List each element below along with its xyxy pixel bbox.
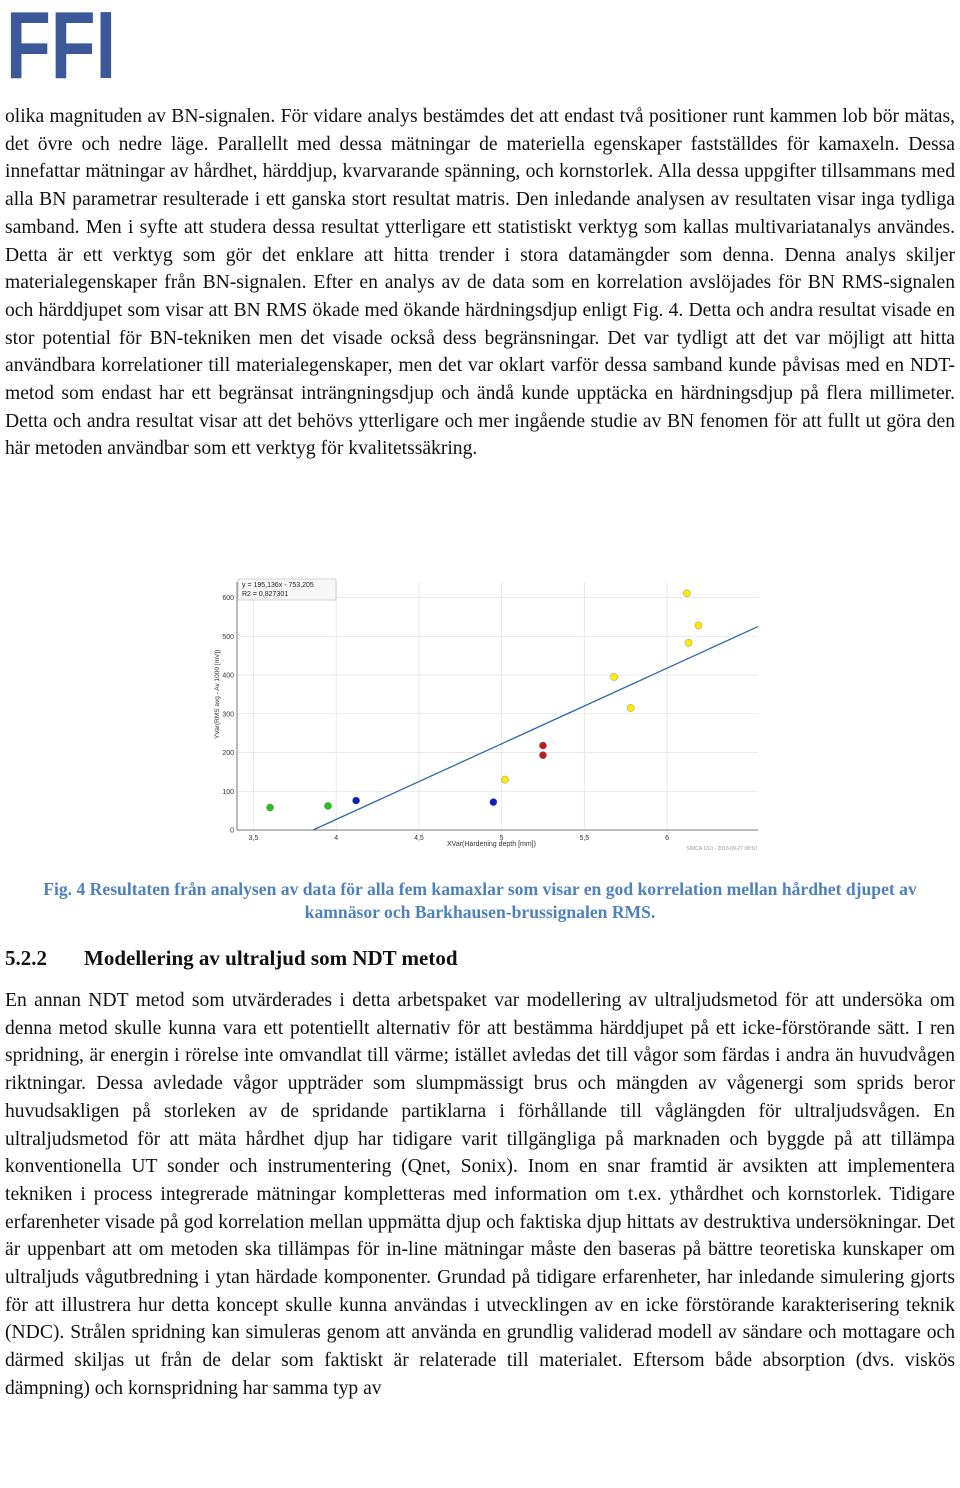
data-point bbox=[611, 673, 618, 680]
section-title: Modellering av ultraljud som NDT metod bbox=[84, 946, 458, 970]
y-tick-label: 200 bbox=[222, 750, 234, 757]
data-point bbox=[266, 804, 273, 811]
chart-ylabel: YVar(RMS avg - Av 1000 [mV]) bbox=[214, 649, 221, 739]
y-tick-label: 400 bbox=[222, 672, 234, 680]
data-point bbox=[627, 704, 634, 711]
section-number: 5.2.2 bbox=[5, 946, 47, 970]
data-point bbox=[695, 622, 702, 629]
regression-equation: y = 195,136x - 753,205 bbox=[242, 582, 314, 589]
regression-r2: R2 = 0,827301 bbox=[242, 591, 289, 598]
x-tick-label: 4 bbox=[334, 835, 339, 842]
y-tick-label: 100 bbox=[222, 788, 234, 796]
body-paragraph-2: En annan NDT metod som utvärderades i detta arbetspaket var modellering av ultraljudsmetod för att undersöka om denna metod skulle kunna vara ett potentiellt alternativ för att bestämma härddjupet på ett icke-förstörande sätt. I ren spridning, är energin i rörelse inte omvandlat till värme; istället avledas det till vågor som färdas i andra än huvudvågen riktningar. Dessa avledade vågor uppträder som slumpmässigt brus och mängden av vågenergi som sprids beror huvudsakligen på storleken av de spridande partiklarna i förhållande till våglängden för ultraljudsvågen. En ultraljudsmetod för att mäta hårdhet djup har tidigare varit tillgängliga på marknaden och byggde på att tillämpa konventionella UT sonder och instrumentering (Qnet, Sonix). Inom en snar framtid är avsikten att implementera tekniken i process integrerade mätningar kompletteras med information om t.ex. ythårdhet och kornstorlek. Tidigare erfarenheter visade på god korrelation mellan uppmätta djup och faktiska djup hittats av destruktiva undersökningar. Det är uppenbart att om metoden ska tillämpas för in-line mätningar måste den baseras på bättre teoretiska kunskaper om ultraljuds vågutbredning i ytan härdade komponenter. Grundad på tidigare erfarenheter, har inledande simulering gjorts för att illustrera hur detta koncept skulle kunna användas i utvecklingen av en icke förstörande karakterisering teknik (NDC). Strålen spridning kan simuleras genom att använda en grundlig validerad modell av sändare och mottagare och därmed skiljas ut från de delar som faktiskt är relaterade till materialet. Eftersom både absorption (dvs. viskös dämpning) och kornspridning har samma typ av bbox=[5, 990, 955, 1399]
figure-caption: Fig. 4 Resultaten från analysen av data för alla fem kamaxlar som visar en god korrelation mellan hårdhet djupet av kamnäsor och Barkhausen-brussignalen RMS. bbox=[43, 879, 917, 922]
ffi-logo-text: FFI bbox=[6, 0, 116, 99]
body-paragraph-1: olika magnituden av BN-signalen. För vidare analys bestämdes det att endast två positioner runt kammen lob bör mätas, det övre och nedre läge. Parallellt med dessa mätningar de materiella egenskaper fastställdes för kamaxeln. Dessa innefattar mätningar av hårdhet, härddjup, kvarvarande spänning, och kornstorlek. Alla dessa uppgifter tillsammans med alla BN parametrar resulterade i ett ganska stort resultat matris. Den inledande analysen av resultaten visar inga tydliga samband. Men i syfte att studera dessa resultat ytterligare ett statistiskt verktyg som kallas multivariatanalys användes. Detta är ett verktyg som gör det enklare att hitta trender i stora datamängder som denna. Denna analys skiljer materialegenskaper från BN-signalen. Efter en analys av de data som en korrelation avslöjades för BN RMS-signalen och härddjupet som visar att BN RMS ökade med ökande härdningsdjup enligt Fig. 4. Detta och andra resultat visade en stor potential för BN-tekniken men det visade också dess begränsningar. Det var tydligt att det var möjligt att hitta användbara korrelationer till materialegenskaper, men det var oklart varför dessa samband kunde påvisas med en NDT-metod som endast har ett begränsat inträngningsdjup och ändå kunde upptäcka en härdningsdjup på flera millimeter. Detta och andra resultat visar att det behövs ytterligare och mer ingående studie av BN fenomen för att fullt ut göra den här metoden användbar som ett verktyg för kvalitetssäkring. bbox=[5, 106, 955, 460]
ffi-logo bbox=[6, 0, 118, 99]
data-point bbox=[685, 639, 692, 646]
x-tick-label: 3,5 bbox=[248, 835, 259, 842]
x-tick-label: 6 bbox=[665, 835, 669, 842]
x-tick-label: 5,5 bbox=[579, 835, 590, 842]
y-tick-label: 600 bbox=[222, 595, 234, 602]
data-point bbox=[539, 742, 546, 749]
y-tick-label: 0 bbox=[230, 827, 234, 835]
chart-xlabel: XVar(Hardening depth [mm]) bbox=[447, 841, 536, 848]
chart-footer: SIMCA 13.0 - 2013-09-27 08:50 bbox=[686, 846, 757, 852]
y-tick-label: 300 bbox=[222, 711, 234, 719]
correlation-scatter-chart bbox=[205, 578, 760, 855]
y-tick-label: 500 bbox=[222, 633, 234, 641]
section-heading bbox=[5, 946, 458, 971]
data-point bbox=[490, 799, 497, 806]
data-point bbox=[683, 590, 690, 597]
regression-label bbox=[238, 579, 336, 600]
data-point bbox=[501, 776, 508, 783]
data-point bbox=[539, 752, 546, 759]
x-tick-label: 5 bbox=[499, 835, 504, 842]
data-point bbox=[324, 802, 331, 809]
data-point bbox=[352, 797, 359, 804]
x-tick-label: 4,5 bbox=[414, 835, 424, 842]
